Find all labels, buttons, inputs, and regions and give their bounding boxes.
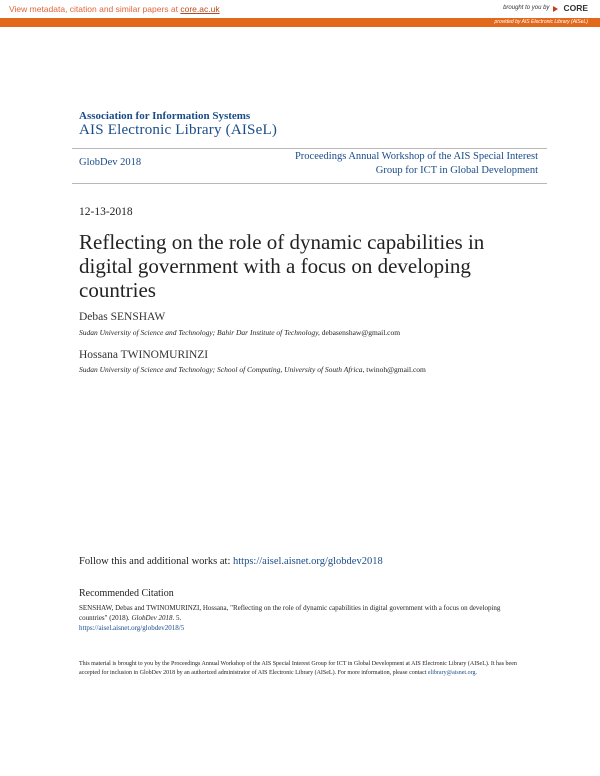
author-name[interactable]: Hossana TWINOMURINZI: [79, 349, 209, 361]
core-logo-text: CORE: [563, 3, 588, 13]
core-metadata-label: View metadata, citation and similar papers at: [9, 4, 178, 14]
conference-link[interactable]: GlobDev 2018: [79, 157, 142, 168]
citation-link[interactable]: https://aisel.aisnet.org/globdev2018/5: [79, 624, 185, 632]
core-logo[interactable]: [553, 3, 588, 13]
core-banner: [0, 0, 600, 18]
follow-line: [79, 556, 383, 567]
author-affiliation: [79, 365, 426, 374]
follow-link[interactable]: https://aisel.aisnet.org/globdev2018: [233, 556, 383, 567]
core-provided-strip: [0, 18, 600, 27]
association-name[interactable]: Association for Information Systems: [79, 110, 251, 122]
author-email: twinoh@gmail.com: [366, 365, 426, 374]
follow-label: Follow this and additional works at:: [79, 556, 231, 567]
affiliation-text: Sudan University of Science and Technology; Bahir Dar Institute of Technology,: [79, 328, 320, 337]
header-divider-top: [72, 148, 547, 149]
core-link[interactable]: core.ac.uk: [180, 4, 220, 14]
publication-date: 12-13-2018: [79, 206, 133, 218]
notice-text: This material is brought to you by the Proceedings Annual Workshop of the AIS Special Interest Group for ICT in Global Development at AIS Electronic Library (AISeL). It has been accepted for inclusion in GlobDev 2018 by an authorized administrator of AIS Electronic Library (AISeL). For more information, please contact: [79, 661, 517, 676]
author-affiliation: [79, 328, 400, 337]
core-metadata-text: [9, 4, 220, 14]
citation-text: SENSHAW, Debas and TWINOMURINZI, Hossana, "Reflecting on the role of dynamic capabilities in digital government with a focus on developing countries" (2018).: [79, 604, 501, 622]
core-logo-icon: [553, 4, 561, 12]
proceedings-link[interactable]: Proceedings Annual Workshop of the AIS Special Interest Group for ICT in Global Development: [294, 151, 538, 176]
brought-by-text: brought to you by: [503, 5, 550, 11]
library-name[interactable]: AIS Electronic Library (AISeL): [79, 122, 278, 138]
notice-end: .: [475, 670, 477, 676]
paper-title: Reflecting on the role of dynamic capabilities in digital government with a focus on developing countries: [79, 230, 485, 302]
author-name[interactable]: Debas SENSHAW: [79, 311, 166, 323]
citation-suffix: . 5.: [172, 614, 182, 622]
provided-by-text: provided by AIS Electronic Library (AISeL): [494, 19, 588, 25]
contact-email-link[interactable]: elibrary@aisnet.org: [427, 670, 476, 676]
availability-notice: [79, 660, 524, 678]
recommended-citation-heading: Recommended Citation: [79, 588, 174, 599]
core-brought-by: [503, 3, 588, 13]
recommended-citation: [79, 603, 519, 633]
affiliation-text: Sudan University of Science and Technology; School of Computing, University of South Africa,: [79, 365, 365, 374]
citation-journal: GlobDev 2018: [131, 614, 173, 622]
author-email: debasenshaw@gmail.com: [321, 328, 401, 337]
header-divider-bottom: [72, 183, 547, 184]
